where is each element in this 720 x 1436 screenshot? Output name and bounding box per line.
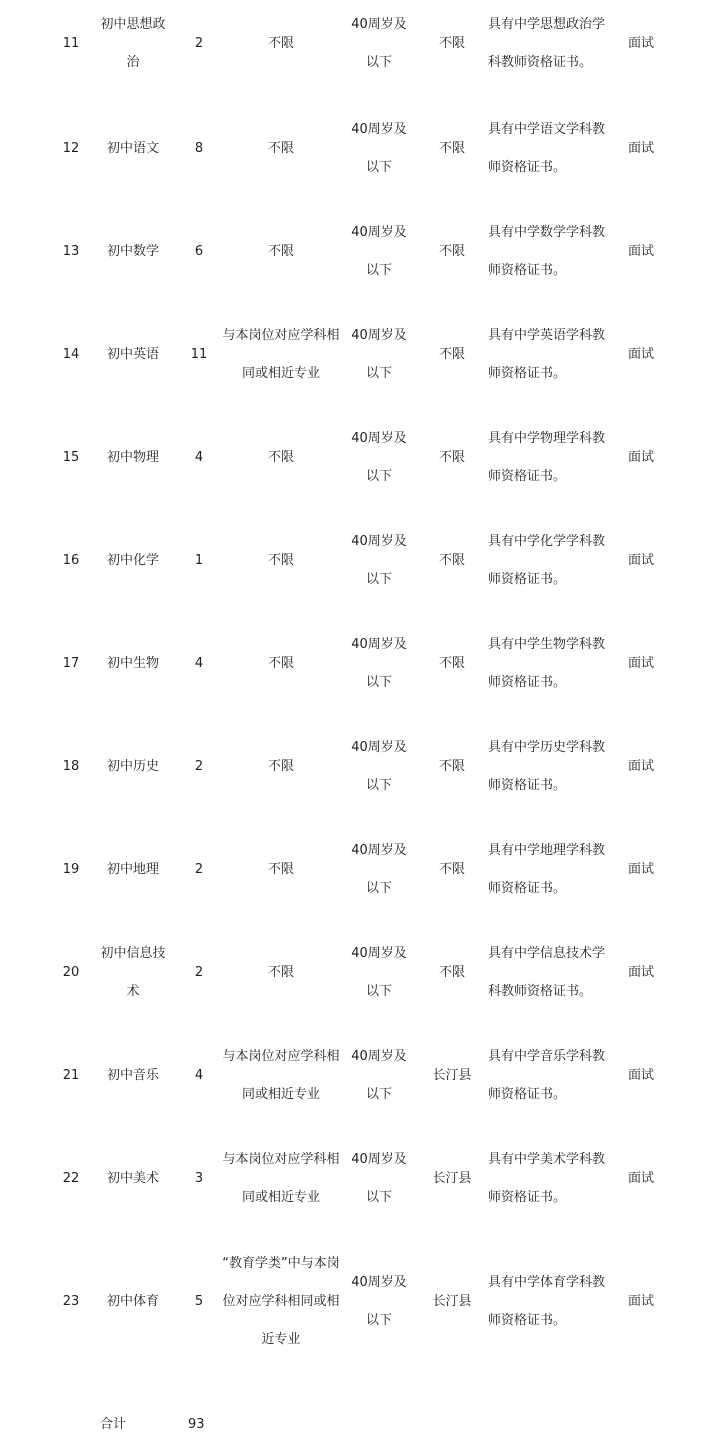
exam-method-text: 面试 [627,656,654,671]
major-requirement-text: 不限 [267,759,294,774]
certificate-requirement-cell [488,1240,612,1364]
household-requirement-cell [424,1135,480,1223]
household-requirement-cell [424,929,480,1017]
row-number-cell [52,1135,90,1223]
major-requirement-text: 不限 [267,862,294,877]
subject-text: 初中物理 [106,450,159,465]
certificate-requirement-cell [488,1032,612,1120]
age-requirement-cell [346,1032,412,1120]
age-requirement-cell [346,517,412,605]
row-number-text: 13 [62,244,80,259]
major-requirement-cell [222,620,340,708]
subject-cell [96,414,170,502]
age-requirement-cell [346,105,412,193]
certificate-requirement-text: 具有中学生物学科教师资格证书。 [488,637,606,690]
household-requirement-text: 不限 [438,553,465,568]
headcount-text: 2 [194,759,204,774]
row-number-text: 22 [62,1171,80,1186]
certificate-requirement-cell [488,620,612,708]
age-requirement-cell [346,1240,412,1364]
subject-text: 初中生物 [106,656,159,671]
subject-cell [96,208,170,296]
subject-text: 初中音乐 [106,1068,159,1083]
headcount-cell [184,208,214,296]
major-requirement-cell [222,826,340,914]
exam-method-cell [618,826,664,914]
major-requirement-cell [222,0,340,88]
certificate-requirement-cell [488,723,612,811]
row-number-cell [52,208,90,296]
age-requirement-cell [346,414,412,502]
headcount-cell [184,105,214,193]
headcount-cell [184,0,214,88]
headcount-cell [184,311,214,399]
table-row [0,1135,720,1223]
table-row [0,620,720,708]
major-requirement-cell [222,723,340,811]
certificate-requirement-cell [488,414,612,502]
subject-cell [96,620,170,708]
certificate-requirement-text: 具有中学信息技术学科教师资格证书。 [488,946,606,999]
headcount-cell [184,723,214,811]
headcount-text: 3 [194,1171,204,1186]
certificate-requirement-text: 具有中学化学学科教师资格证书。 [488,534,606,587]
certificate-requirement-cell [488,826,612,914]
household-requirement-cell [424,1240,480,1364]
major-requirement-cell [222,929,340,1017]
table-row [0,517,720,605]
subject-cell [96,1240,170,1364]
row-number-cell [52,414,90,502]
certificate-requirement-text: 具有中学历史学科教师资格证书。 [488,740,606,793]
exam-method-cell [618,620,664,708]
row-number-cell [52,0,90,88]
certificate-requirement-cell [488,208,612,296]
age-requirement-cell [346,0,412,88]
table-row [0,1032,720,1120]
age-requirement-cell [346,208,412,296]
exam-method-cell [618,723,664,811]
age-requirement-cell [346,1135,412,1223]
exam-method-cell [618,414,664,502]
exam-method-text: 面试 [627,244,654,259]
total-label: 合计 [100,1417,127,1432]
headcount-cell [184,1032,214,1120]
age-requirement-cell [346,620,412,708]
table-row [0,826,720,914]
subject-cell [96,929,170,1017]
row-number-text: 23 [62,1294,80,1309]
household-requirement-cell [424,105,480,193]
row-number-cell [52,620,90,708]
row-number-cell [52,826,90,914]
age-requirement-text: 40周岁及以下 [351,637,407,690]
exam-method-cell [618,517,664,605]
household-requirement-cell [424,0,480,88]
exam-method-cell [618,1135,664,1223]
table-row [0,105,720,193]
row-number-text: 15 [62,450,80,465]
household-requirement-text: 不限 [438,450,465,465]
subject-text: 初中化学 [106,553,159,568]
age-requirement-text: 40周岁及以下 [351,122,407,175]
subject-cell [96,1135,170,1223]
row-number-text: 12 [62,141,80,156]
certificate-requirement-cell [488,1135,612,1223]
headcount-text: 6 [194,244,204,259]
subject-cell [96,517,170,605]
major-requirement-cell [222,105,340,193]
exam-method-cell [618,0,664,88]
certificate-requirement-text: 具有中学音乐学科教师资格证书。 [488,1049,606,1102]
household-requirement-cell [424,826,480,914]
exam-method-cell [618,1032,664,1120]
exam-method-cell [618,208,664,296]
row-number-cell [52,1240,90,1364]
exam-method-text: 面试 [627,347,654,362]
subject-text: 初中数学 [106,244,159,259]
household-requirement-text: 长汀县 [432,1294,472,1309]
certificate-requirement-text: 具有中学地理学科教师资格证书。 [488,843,606,896]
table-row [0,311,720,399]
row-number-cell [52,517,90,605]
exam-method-text: 面试 [627,759,654,774]
headcount-text: 8 [194,141,204,156]
major-requirement-cell [222,1032,340,1120]
age-requirement-cell [346,826,412,914]
age-requirement-text: 40周岁及以下 [351,328,407,381]
subject-text: 初中历史 [106,759,159,774]
headcount-text: 2 [194,965,204,980]
major-requirement-text: 不限 [267,553,294,568]
age-requirement-text: 40周岁及以下 [351,946,407,999]
exam-method-cell [618,311,664,399]
headcount-cell [184,517,214,605]
table-row [0,723,720,811]
age-requirement-text: 40周岁及以下 [351,1049,407,1102]
subject-cell [96,105,170,193]
certificate-requirement-cell [488,0,612,88]
subject-cell [96,311,170,399]
row-number-cell [52,929,90,1017]
certificate-requirement-cell [488,517,612,605]
headcount-cell [184,929,214,1017]
certificate-requirement-text: 具有中学美术学科教师资格证书。 [488,1152,606,1205]
exam-method-text: 面试 [627,553,654,568]
household-requirement-text: 不限 [438,759,465,774]
age-requirement-text: 40周岁及以下 [351,1152,407,1205]
age-requirement-text: 40周岁及以下 [351,843,407,896]
household-requirement-cell [424,208,480,296]
row-number-text: 17 [62,656,80,671]
major-requirement-text: 不限 [267,450,294,465]
headcount-cell [184,826,214,914]
household-requirement-cell [424,414,480,502]
headcount-text: 1 [194,553,204,568]
exam-method-text: 面试 [627,450,654,465]
household-requirement-text: 长汀县 [432,1171,472,1186]
row-number-cell [52,723,90,811]
household-requirement-text: 不限 [438,141,465,156]
household-requirement-cell [424,723,480,811]
major-requirement-text: 不限 [267,36,294,51]
table-row [0,208,720,296]
table-row [0,1240,720,1364]
certificate-requirement-cell [488,929,612,1017]
headcount-cell [184,1135,214,1223]
certificate-requirement-cell [488,311,612,399]
headcount-text: 2 [194,862,204,877]
total-value: 93 [188,1417,205,1432]
household-requirement-text: 不限 [438,656,465,671]
subject-cell [96,1032,170,1120]
subject-cell [96,723,170,811]
certificate-requirement-text: 具有中学英语学科教师资格证书。 [488,328,606,381]
exam-method-text: 面试 [627,1171,654,1186]
subject-text: 初中思想政治 [100,17,166,70]
subject-text: 初中美术 [106,1171,159,1186]
headcount-text: 4 [194,656,204,671]
household-requirement-text: 不限 [438,347,465,362]
major-requirement-cell [222,517,340,605]
headcount-cell [184,414,214,502]
major-requirement-text: 与本岗位对应学科相同或相近专业 [222,1049,340,1102]
major-requirement-text: 不限 [267,965,294,980]
age-requirement-cell [346,311,412,399]
row-number-text: 11 [62,36,80,51]
household-requirement-text: 不限 [438,965,465,980]
headcount-cell [184,1240,214,1364]
major-requirement-text: “教育学类”中与本岗位对应学科相同或相近专业 [222,1256,340,1347]
subject-cell [96,826,170,914]
headcount-text: 11 [190,347,208,362]
exam-method-text: 面试 [627,1068,654,1083]
row-number-text: 16 [62,553,80,568]
age-requirement-text: 40周岁及以下 [351,534,407,587]
age-requirement-cell [346,723,412,811]
certificate-requirement-text: 具有中学物理学科教师资格证书。 [488,431,606,484]
household-requirement-text: 不限 [438,862,465,877]
row-number-text: 14 [62,347,80,362]
exam-method-cell [618,929,664,1017]
subject-text: 初中体育 [106,1294,159,1309]
major-requirement-text: 与本岗位对应学科相同或相近专业 [222,328,340,381]
row-number-text: 19 [62,862,80,877]
exam-method-cell [618,105,664,193]
row-number-text: 21 [62,1068,80,1083]
age-requirement-cell [346,929,412,1017]
major-requirement-text: 不限 [267,244,294,259]
certificate-requirement-text: 具有中学语文学科教师资格证书。 [488,122,606,175]
subject-text: 初中地理 [106,862,159,877]
household-requirement-text: 不限 [438,36,465,51]
subject-text: 初中信息技术 [100,946,166,999]
table-row [0,414,720,502]
exam-method-text: 面试 [627,862,654,877]
row-number-text: 20 [62,965,80,980]
major-requirement-cell [222,208,340,296]
household-requirement-cell [424,620,480,708]
certificate-requirement-cell [488,105,612,193]
certificate-requirement-text: 具有中学思想政治学科教师资格证书。 [488,17,606,70]
household-requirement-cell [424,517,480,605]
row-number-cell [52,105,90,193]
exam-method-text: 面试 [627,965,654,980]
age-requirement-text: 40周岁及以下 [351,225,407,278]
row-number-cell [52,311,90,399]
row-number-cell [52,1032,90,1120]
headcount-text: 5 [194,1294,204,1309]
household-requirement-text: 不限 [438,244,465,259]
headcount-text: 4 [194,450,204,465]
major-requirement-text: 与本岗位对应学科相同或相近专业 [222,1152,340,1205]
subject-text: 初中语文 [106,141,159,156]
subject-cell [96,0,170,88]
major-requirement-text: 不限 [267,141,294,156]
exam-method-text: 面试 [627,1294,654,1309]
major-requirement-text: 不限 [267,656,294,671]
age-requirement-text: 40周岁及以下 [351,1275,407,1328]
subject-text: 初中英语 [106,347,159,362]
headcount-cell [184,620,214,708]
certificate-requirement-text: 具有中学数学学科教师资格证书。 [488,225,606,278]
age-requirement-text: 40周岁及以下 [351,431,407,484]
household-requirement-cell [424,311,480,399]
household-requirement-cell [424,1032,480,1120]
table-row [0,929,720,1017]
headcount-text: 2 [194,36,204,51]
exam-method-text: 面试 [627,36,654,51]
major-requirement-cell [222,1240,340,1364]
table-row [0,0,720,88]
household-requirement-text: 长汀县 [432,1068,472,1083]
age-requirement-text: 40周岁及以下 [351,17,407,70]
major-requirement-cell [222,414,340,502]
row-number-text: 18 [62,759,80,774]
age-requirement-text: 40周岁及以下 [351,740,407,793]
certificate-requirement-text: 具有中学体育学科教师资格证书。 [488,1275,606,1328]
major-requirement-cell [222,1135,340,1223]
exam-method-text: 面试 [627,141,654,156]
headcount-text: 4 [194,1068,204,1083]
major-requirement-cell [222,311,340,399]
exam-method-cell [618,1240,664,1364]
